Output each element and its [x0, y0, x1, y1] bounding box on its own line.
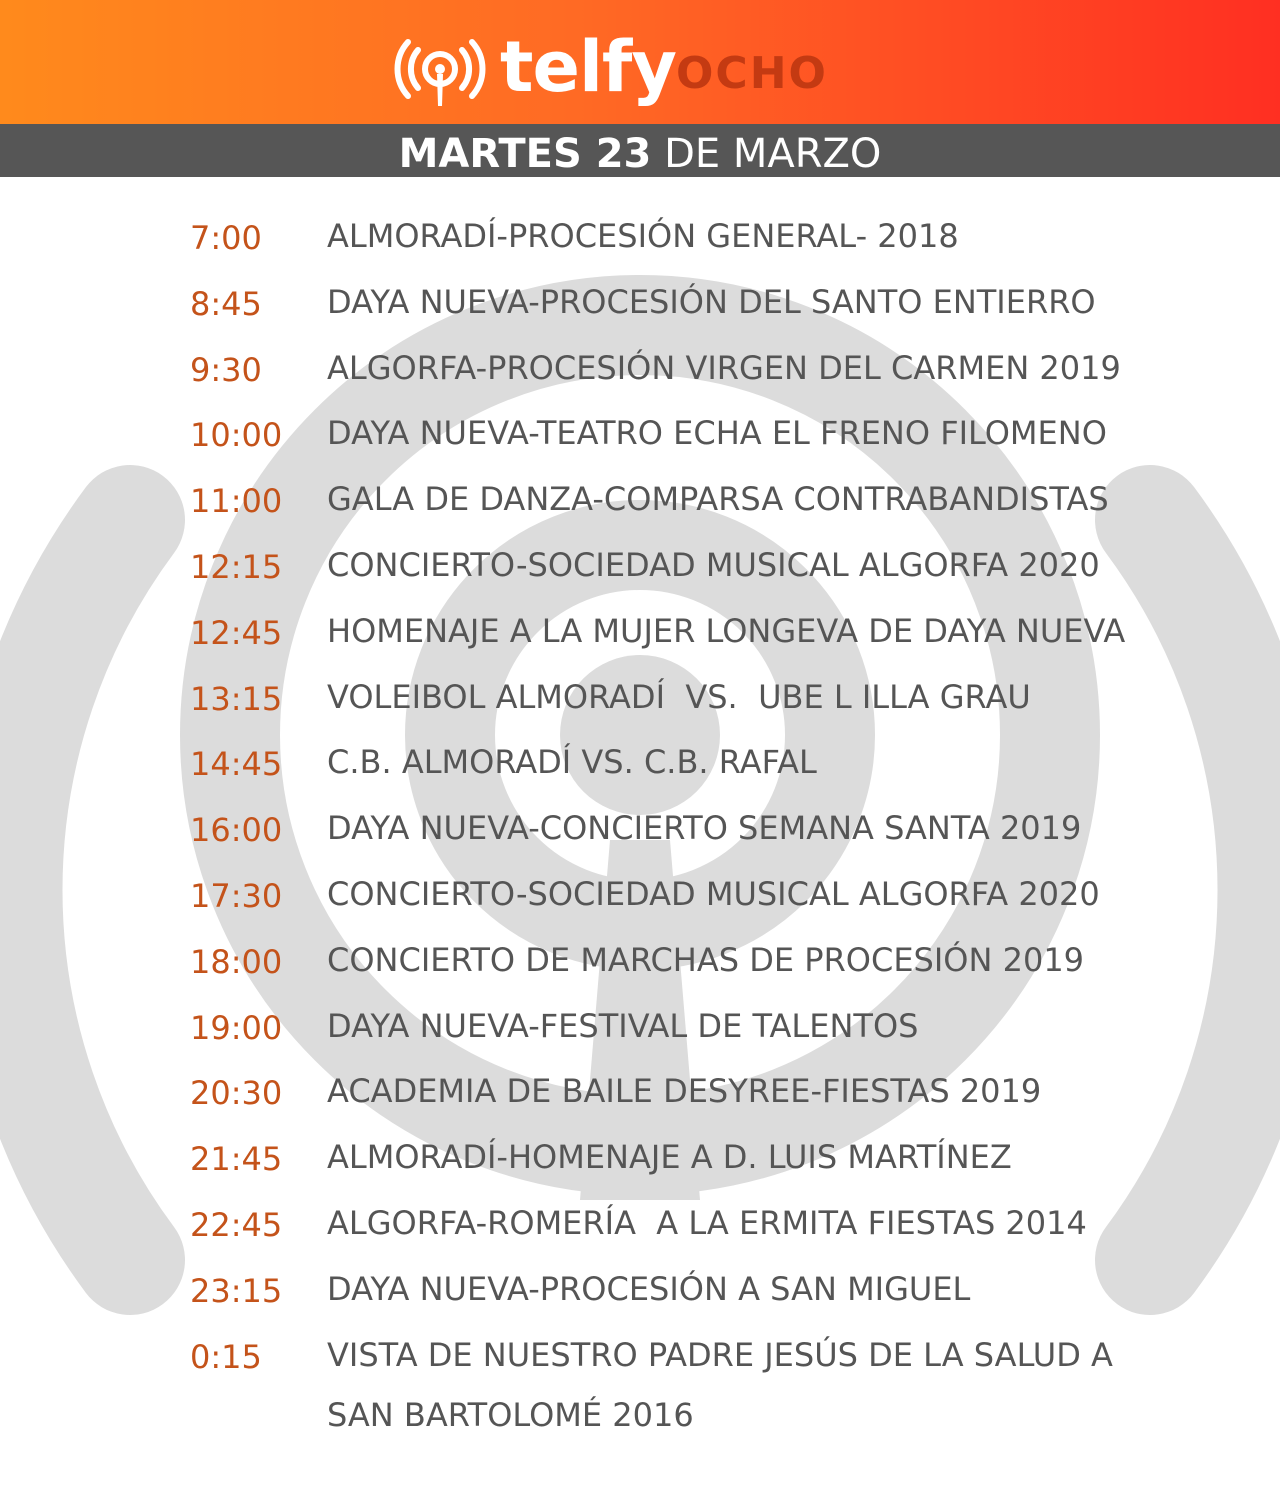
schedule-time: 14:45 — [190, 745, 283, 784]
schedule-row — [0, 535, 1280, 601]
schedule-row — [0, 403, 1280, 469]
schedule-title: DAYA NUEVA-TEATRO ECHA EL FRENO FILOMENO — [327, 414, 1107, 453]
schedule-time: 21:45 — [190, 1140, 283, 1179]
schedule-title: CONCIERTO-SOCIEDAD MUSICAL ALGORFA 2020 — [327, 545, 1100, 584]
schedule-row — [0, 930, 1280, 996]
schedule-time: 10:00 — [190, 416, 283, 455]
schedule-time: 23:15 — [190, 1271, 283, 1310]
header-banner — [0, 0, 1280, 124]
schedule-time: 12:45 — [190, 613, 283, 652]
schedule-title: CONCIERTO-SOCIEDAD MUSICAL ALGORFA 2020 — [327, 874, 1100, 913]
schedule-time: 9:30 — [190, 350, 262, 389]
schedule-row — [0, 1127, 1280, 1193]
schedule-time: 8:45 — [190, 284, 262, 323]
schedule-time: 13:15 — [190, 679, 283, 718]
schedule-row — [0, 469, 1280, 535]
schedule-row — [0, 601, 1280, 667]
schedule-title: ALGORFA-PROCESIÓN VIRGEN DEL CARMEN 2019 — [327, 348, 1121, 387]
schedule-title: C.B. ALMORADÍ VS. C.B. RAFAL — [327, 743, 817, 782]
schedule-row — [0, 338, 1280, 404]
schedule-title: CONCIERTO DE MARCHAS DE PROCESIÓN 2019 — [327, 940, 1085, 979]
schedule-title: VOLEIBOL ALMORADÍ VS. UBE L ILLA GRAU — [327, 677, 1031, 716]
schedule-row — [0, 732, 1280, 798]
schedule-row — [0, 206, 1280, 272]
schedule-row — [0, 1061, 1280, 1127]
schedule-title: GALA DE DANZA-COMPARSA CONTRABANDISTAS — [327, 480, 1109, 519]
schedule-title: HOMENAJE A LA MUJER LONGEVA DE DAYA NUEVA — [327, 611, 1126, 650]
schedule-row — [0, 1325, 1280, 1449]
channel-name: OCHO — [676, 48, 828, 99]
schedule-list — [0, 206, 1280, 1449]
schedule-row — [0, 1193, 1280, 1259]
schedule-time: 17:30 — [190, 876, 283, 915]
schedule-title: DAYA NUEVA-PROCESIÓN DEL SANTO ENTIERRO — [327, 282, 1096, 321]
schedule-time: 18:00 — [190, 942, 283, 981]
schedule-time: 0:15 — [190, 1337, 262, 1376]
schedule-time: 22:45 — [190, 1205, 283, 1244]
schedule-row — [0, 272, 1280, 338]
schedule-title: DAYA NUEVA-FESTIVAL DE TALENTOS — [327, 1006, 919, 1045]
schedule-time: 12:15 — [190, 547, 283, 586]
schedule-row — [0, 864, 1280, 930]
brand-name: telfy — [500, 26, 677, 108]
schedule-title: VISTA DE NUESTRO PADRE JESÚS DE LA SALUD A SAN BARTOLOMÉ 2016 — [327, 1335, 1113, 1434]
schedule-row — [0, 996, 1280, 1062]
schedule-row — [0, 1259, 1280, 1325]
schedule-title: ACADEMIA DE BAILE DESYREE-FIESTAS 2019 — [327, 1072, 1042, 1111]
schedule-time: 7:00 — [190, 219, 262, 257]
schedule-title: DAYA NUEVA-PROCESIÓN A SAN MIGUEL — [327, 1269, 971, 1308]
broadcast-signal-icon — [390, 30, 490, 110]
schedule-time: 20:30 — [190, 1074, 283, 1113]
schedule-title: ALMORADÍ-HOMENAJE A D. LUIS MARTÍNEZ — [327, 1138, 1012, 1177]
schedule-title: ALGORFA-ROMERÍA A LA ERMITA FIESTAS 2014 — [327, 1203, 1087, 1242]
date-month: DE MARZO — [651, 131, 882, 177]
schedule-row — [0, 667, 1280, 733]
date-bar — [0, 124, 1280, 177]
schedule-row — [0, 798, 1280, 864]
schedule-time: 11:00 — [190, 482, 283, 521]
schedule-time: 19:00 — [190, 1008, 283, 1047]
date-day: MARTES 23 — [398, 131, 652, 177]
schedule-time: 16:00 — [190, 811, 283, 850]
schedule-title: ALMORADÍ-PROCESIÓN GENERAL- 2018 — [327, 217, 959, 255]
schedule-title: DAYA NUEVA-CONCIERTO SEMANA SANTA 2019 — [327, 809, 1082, 848]
